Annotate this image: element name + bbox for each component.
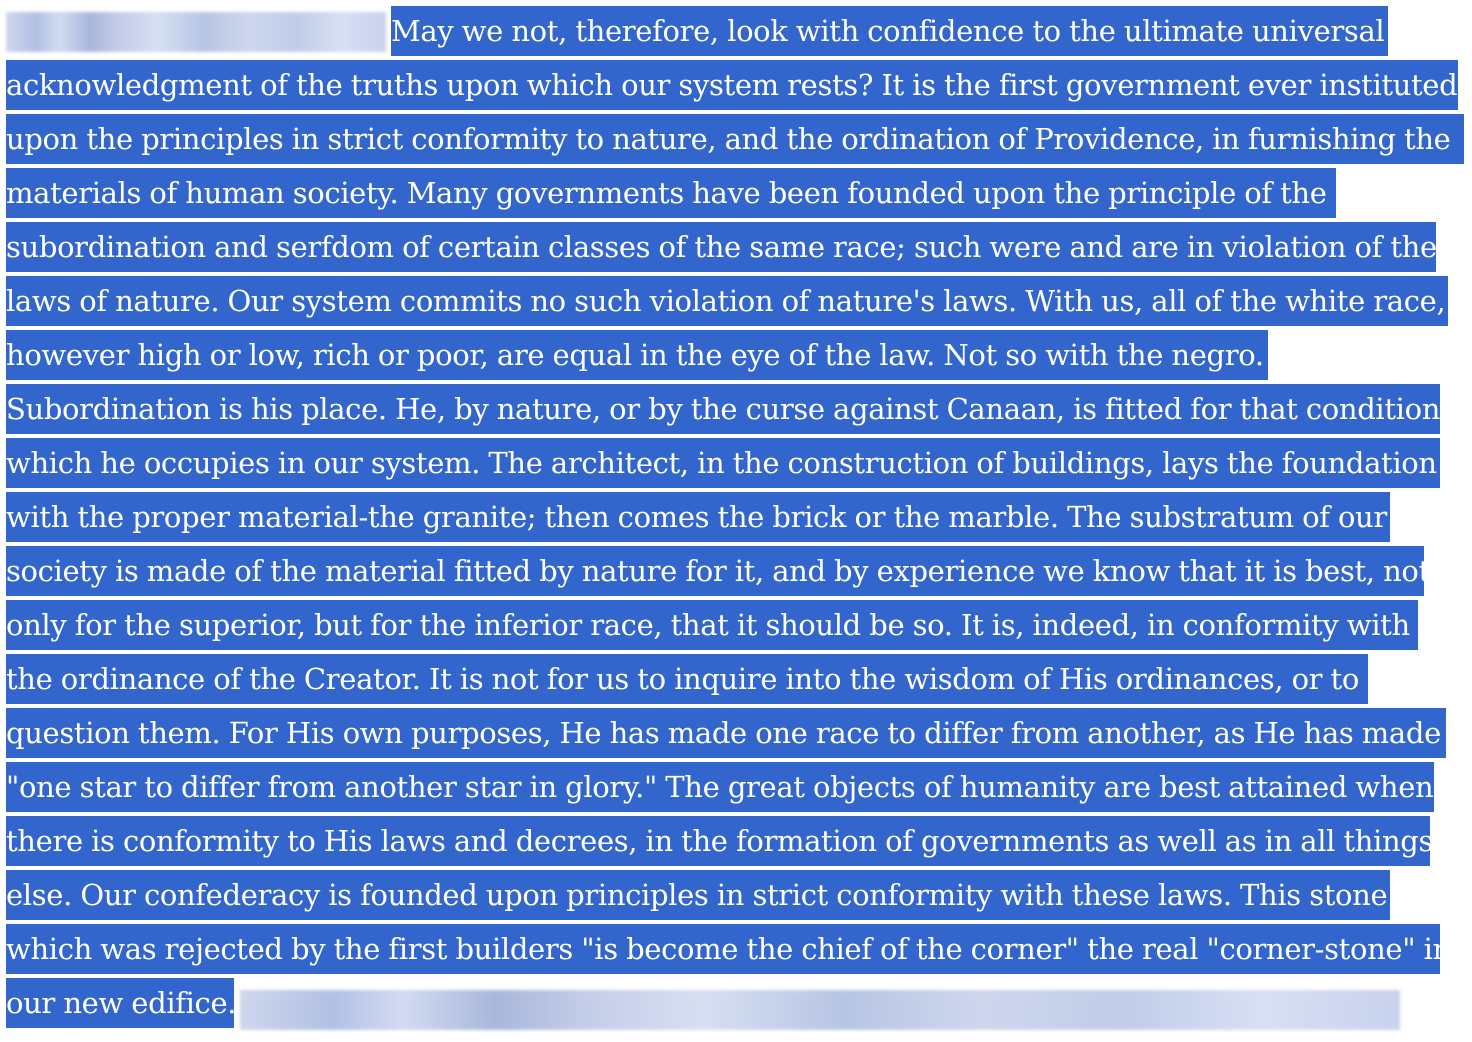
text-line[interactable]: Subordination is his place. He, by nature, or by the curse against Canaan, is fitted for that condition bbox=[6, 384, 1440, 434]
text-line[interactable]: upon the principles in strict conformity to nature, and the ordination of Providence, in furnishing the bbox=[6, 114, 1464, 164]
text-line[interactable]: however high or low, rich or poor, are equal in the eye of the law. Not so with the negro. bbox=[6, 330, 1268, 380]
text-line[interactable]: only for the superior, but for the inferior race, that it should be so. It is, indeed, in conformity with bbox=[6, 600, 1418, 650]
text-line[interactable]: the ordinance of the Creator. It is not for us to inquire into the wisdom of His ordinances, or to bbox=[6, 654, 1368, 704]
text-line[interactable]: question them. For His own purposes, He has made one race to differ from another, as He has made bbox=[6, 708, 1446, 758]
text-line[interactable]: "one star to differ from another star in glory." The great objects of humanity are best attained when bbox=[6, 762, 1434, 812]
text-line[interactable]: which he occupies in our system. The architect, in the construction of buildings, lays the foundation bbox=[6, 438, 1440, 488]
text-line[interactable]: with the proper material-the granite; then comes the brick or the marble. The substratum of our bbox=[6, 492, 1390, 542]
text-line[interactable]: society is made of the material fitted by nature for it, and by experience we know that it is best, not bbox=[6, 546, 1424, 596]
text-line[interactable]: materials of human society. Many governments have been founded upon the principle of the bbox=[6, 168, 1336, 218]
text-line[interactable]: our new edifice. bbox=[6, 978, 234, 1028]
text-line[interactable]: subordination and serfdom of certain classes of the same race; such were and are in violation of the bbox=[6, 222, 1436, 272]
text-line[interactable]: there is conformity to His laws and decrees, in the formation of governments as well as in all things bbox=[6, 816, 1430, 866]
text-line[interactable]: which was rejected by the first builders "is become the chief of the corner" the real "corner-stone" in bbox=[6, 924, 1440, 974]
text-line[interactable]: laws of nature. Our system commits no such violation of nature's laws. With us, all of the white race, bbox=[6, 276, 1448, 326]
text-line[interactable]: else. Our confederacy is founded upon principles in strict conformity with these laws. This stone bbox=[6, 870, 1390, 920]
text-line[interactable]: May we not, therefore, look with confidence to the ultimate universal bbox=[391, 6, 1388, 56]
text-line[interactable]: acknowledgment of the truths upon which our system rests? It is the first government ever instituted bbox=[6, 60, 1458, 110]
blurred-text-after bbox=[240, 990, 1400, 1030]
blurred-text-before bbox=[6, 12, 386, 52]
